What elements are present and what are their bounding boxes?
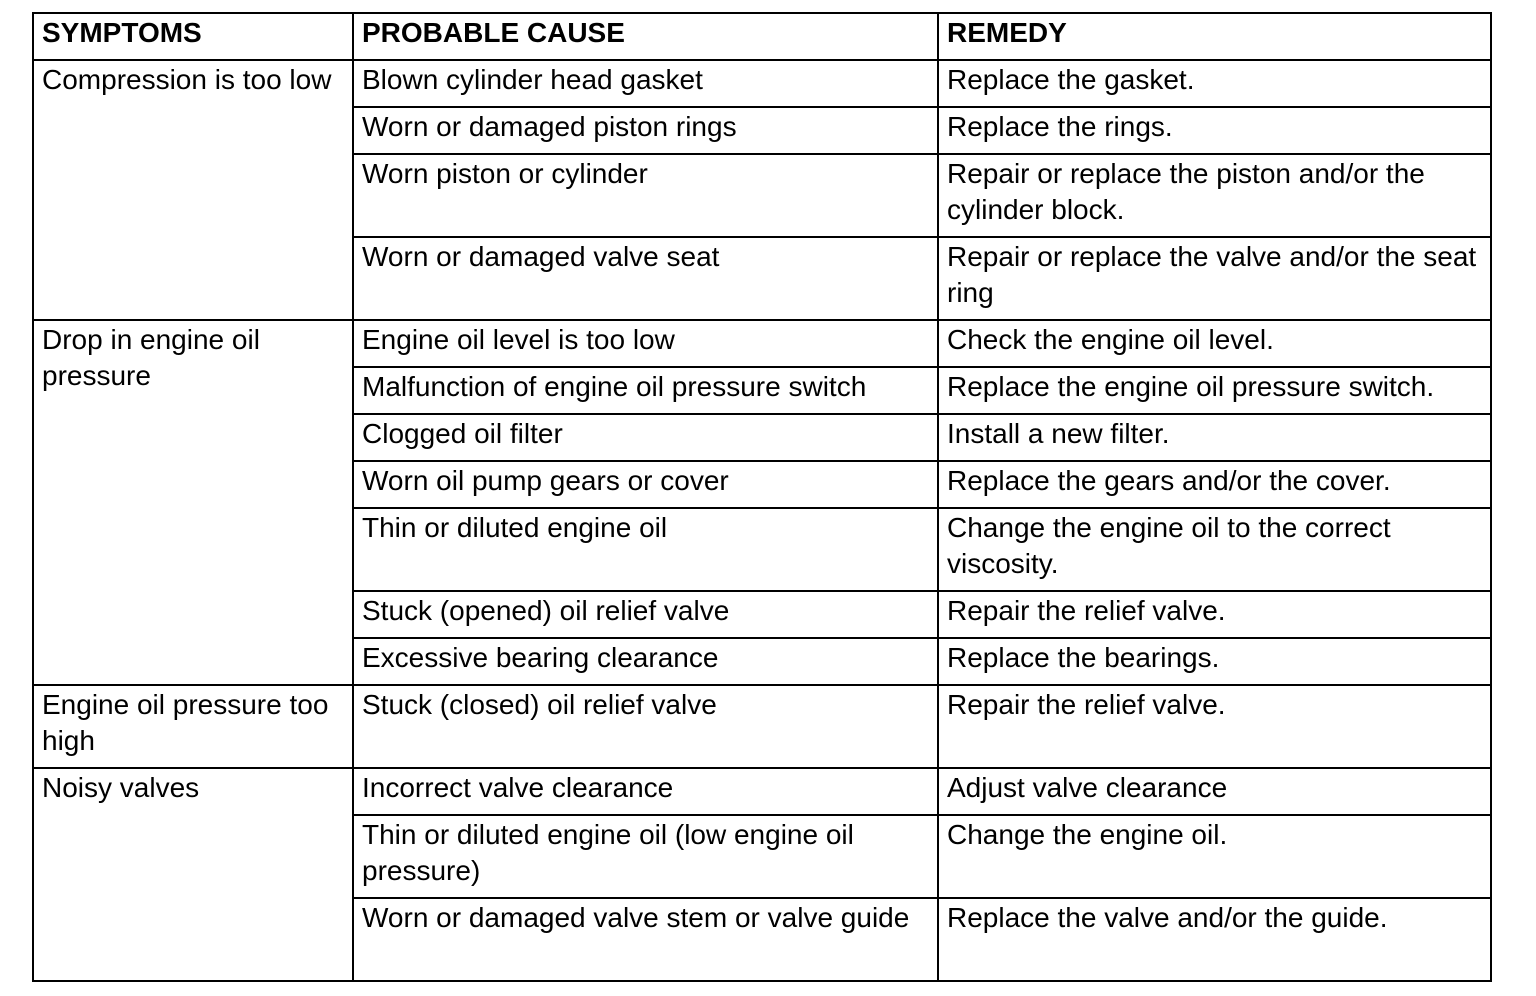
cause-cell: Worn or damaged valve stem or valve guide	[353, 898, 938, 981]
remedy-cell: Repair or replace the valve and/or the seat ring	[938, 237, 1491, 320]
cause-cell: Worn piston or cylinder	[353, 154, 938, 237]
symptom-cell: Drop in engine oil pressure	[33, 320, 353, 685]
remedy-cell: Change the engine oil to the correct viscosity.	[938, 508, 1491, 591]
cause-cell: Malfunction of engine oil pressure switch	[353, 367, 938, 414]
cause-cell: Incorrect valve clearance	[353, 768, 938, 815]
cause-cell: Worn or damaged valve seat	[353, 237, 938, 320]
cause-cell: Stuck (closed) oil relief valve	[353, 685, 938, 768]
header-symptoms: SYMPTOMS	[33, 13, 353, 60]
remedy-cell: Adjust valve clearance	[938, 768, 1491, 815]
remedy-cell: Replace the valve and/or the guide.	[938, 898, 1491, 981]
remedy-cell: Repair the relief valve.	[938, 591, 1491, 638]
cause-cell: Excessive bearing clearance	[353, 638, 938, 685]
table-row	[33, 768, 1491, 815]
remedy-cell: Replace the gasket.	[938, 60, 1491, 107]
remedy-cell: Change the engine oil.	[938, 815, 1491, 898]
remedy-cell: Replace the bearings.	[938, 638, 1491, 685]
cause-cell: Worn oil pump gears or cover	[353, 461, 938, 508]
cause-cell: Engine oil level is too low	[353, 320, 938, 367]
symptom-cell: Noisy valves	[33, 768, 353, 981]
remedy-cell: Replace the engine oil pressure switch.	[938, 367, 1491, 414]
table-row	[33, 60, 1491, 107]
cause-cell: Stuck (opened) oil relief valve	[353, 591, 938, 638]
cause-cell: Clogged oil filter	[353, 414, 938, 461]
troubleshooting-table	[32, 12, 1492, 982]
remedy-cell: Install a new filter.	[938, 414, 1491, 461]
cause-cell: Blown cylinder head gasket	[353, 60, 938, 107]
header-row	[33, 13, 1491, 60]
cause-cell: Thin or diluted engine oil	[353, 508, 938, 591]
cause-cell: Worn or damaged piston rings	[353, 107, 938, 154]
remedy-cell: Repair or replace the piston and/or the cylinder block.	[938, 154, 1491, 237]
cause-cell: Thin or diluted engine oil (low engine oil pressure)	[353, 815, 938, 898]
header-probable-cause: PROBABLE CAUSE	[353, 13, 938, 60]
remedy-cell: Check the engine oil level.	[938, 320, 1491, 367]
symptom-cell: Compression is too low	[33, 60, 353, 320]
remedy-cell: Replace the gears and/or the cover.	[938, 461, 1491, 508]
remedy-cell: Repair the relief valve.	[938, 685, 1491, 768]
symptom-cell: Engine oil pressure too high	[33, 685, 353, 768]
remedy-cell: Replace the rings.	[938, 107, 1491, 154]
table-row	[33, 685, 1491, 768]
table-row	[33, 320, 1491, 367]
header-remedy: REMEDY	[938, 13, 1491, 60]
